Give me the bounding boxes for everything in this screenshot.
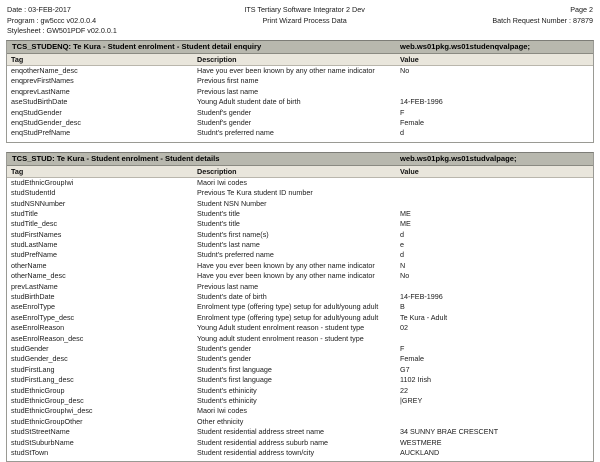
cell-description: Student's ethinicity xyxy=(197,395,257,405)
cell-value: No xyxy=(400,66,410,75)
cell-description: Student's last name xyxy=(197,240,260,250)
table-row xyxy=(7,417,593,427)
cell-value: 22 xyxy=(400,385,408,395)
cell-value: No xyxy=(400,271,410,281)
cell-value: F xyxy=(400,107,405,117)
cell-value xyxy=(398,417,593,427)
cell-value xyxy=(398,334,593,344)
table-row xyxy=(7,219,593,229)
cell-value xyxy=(398,282,593,292)
table-row xyxy=(7,271,593,281)
cell-description: Studnt's preferred name xyxy=(197,128,274,138)
cell-tag: studNSNNumber xyxy=(11,198,66,208)
cell-tag: studGender_desc xyxy=(11,354,68,364)
column-header-description: Description xyxy=(197,55,237,64)
cell-description: Student's date of birth xyxy=(197,292,267,302)
cell-tag: aseEnrolType_desc xyxy=(11,312,75,322)
cell-tag: studTitle_desc xyxy=(11,219,58,229)
section-rows xyxy=(7,178,593,459)
section-rows xyxy=(7,66,593,139)
table-row xyxy=(7,292,593,302)
cell-tag: studEthnicGroup xyxy=(11,385,65,395)
cell-value: e xyxy=(400,240,404,250)
table-row xyxy=(7,313,593,323)
table-row xyxy=(7,108,593,118)
cell-tag: aseEnrolReason xyxy=(11,323,65,333)
cell-description: Studenf's gender xyxy=(197,107,252,117)
cell-description: Student residential address suburb name xyxy=(197,437,329,447)
batch-request-number: Batch Request Number : 87879 xyxy=(492,15,593,25)
cell-tag: studEthnicGroupIwi xyxy=(11,177,74,187)
cell-description: Studnt's preferred name xyxy=(197,250,274,260)
cell-description: Other ethnicity xyxy=(197,416,244,426)
column-header-value: Value xyxy=(400,55,419,64)
cell-value: d xyxy=(400,128,404,138)
cell-tag: studStSuburbName xyxy=(11,437,74,447)
cell-value: N xyxy=(400,260,406,270)
column-header-tag: Tag xyxy=(11,166,24,176)
cell-description: Student residential address town/city xyxy=(197,447,315,457)
column-header-tag: Tag xyxy=(11,55,24,64)
cell-description: Maori Iwi codes xyxy=(197,406,247,416)
cell-description: Enrolment type (offering type) setup for adult/young adult xyxy=(197,312,379,322)
header-stylesheet: Stylesheet : GW501PDF v02.0.0.1 xyxy=(7,26,117,35)
table-row xyxy=(7,250,593,260)
cell-description: Have you ever been known by any other name indicator xyxy=(197,66,375,75)
table-row xyxy=(7,209,593,219)
table-row xyxy=(7,261,593,271)
cell-tag: aseStudBirthDate xyxy=(11,97,68,107)
cell-value: 14-FEB-1996 xyxy=(400,97,443,107)
cell-description: Previous Te Kura student ID number xyxy=(197,188,313,198)
cell-description: Student's title xyxy=(197,208,240,218)
table-row xyxy=(7,323,593,333)
cell-value xyxy=(398,199,593,209)
cell-description: Student's first language xyxy=(197,364,272,374)
section-footer-spacer xyxy=(7,458,593,461)
table-row xyxy=(7,199,593,209)
section-tcs-studenq xyxy=(6,40,594,143)
cell-tag: enqStudPrefName xyxy=(11,128,71,138)
page-header xyxy=(6,4,594,37)
cell-value: |GREY xyxy=(400,395,423,405)
cell-tag: aseEnrolType xyxy=(11,302,55,312)
cell-description: Student's first language xyxy=(197,375,272,385)
table-row xyxy=(7,128,593,138)
table-row xyxy=(7,188,593,198)
column-header-row xyxy=(7,166,593,178)
cell-value: F xyxy=(400,343,405,353)
cell-tag: studFirstLang_desc xyxy=(11,375,74,385)
cell-value: B xyxy=(400,302,405,312)
cell-tag: studEthnicGroup_desc xyxy=(11,395,84,405)
table-row xyxy=(7,302,593,312)
cell-description: Studenf's gender xyxy=(197,117,252,127)
header-right-block xyxy=(492,5,593,26)
cell-tag: studEthnicGroupIwi_desc xyxy=(11,406,93,416)
cell-description: Have you ever been known by any other name indicator xyxy=(197,260,375,270)
cell-value: WESTMERE xyxy=(400,437,442,447)
table-row xyxy=(7,240,593,250)
table-row xyxy=(7,178,593,188)
table-row xyxy=(7,427,593,437)
header-left-block xyxy=(7,5,117,37)
cell-description: Have you ever been known by any other name indicator xyxy=(197,271,375,281)
section-header-bar xyxy=(7,41,593,54)
table-row xyxy=(7,334,593,344)
table-row xyxy=(7,87,593,97)
cell-tag: enqprevFirstNames xyxy=(11,76,74,86)
cell-description: Student's first name(s) xyxy=(197,229,269,239)
cell-tag: enqprevLastName xyxy=(11,86,70,96)
cell-value: d xyxy=(400,250,404,260)
cell-tag: studFirstNames xyxy=(11,229,62,239)
section-tcs-stud xyxy=(6,152,594,462)
section-header-bar xyxy=(7,153,593,166)
cell-tag: otherName xyxy=(11,260,47,270)
table-row xyxy=(7,396,593,406)
section-package: web.ws01pkg.ws01studvalpage; xyxy=(400,153,517,163)
cell-tag: studTitle xyxy=(11,208,38,218)
column-header-value: Value xyxy=(400,166,419,176)
header-center-block xyxy=(117,5,492,26)
table-row xyxy=(7,344,593,354)
cell-value: 14-FEB-1996 xyxy=(400,292,443,302)
cell-value: ME xyxy=(400,219,411,229)
table-row xyxy=(7,97,593,107)
application-title: ITS Tertiary Software Integrator 2 Dev xyxy=(244,5,365,14)
cell-description: Student's title xyxy=(197,219,240,229)
cell-tag: enqStudGender xyxy=(11,107,62,117)
table-row xyxy=(7,406,593,416)
cell-value: AUCKLAND xyxy=(400,447,440,457)
cell-value: Female xyxy=(400,117,424,127)
table-row xyxy=(7,76,593,86)
table-row xyxy=(7,66,593,76)
cell-description: Student's gender xyxy=(197,354,252,364)
cell-tag: aseEnrolReason_desc xyxy=(11,333,84,343)
cell-value xyxy=(398,178,593,188)
table-row xyxy=(7,375,593,385)
cell-description: Student residential address street name xyxy=(197,427,325,437)
cell-description: Young adult student enrolment reason - student type xyxy=(197,333,364,343)
table-row xyxy=(7,386,593,396)
cell-value: Te Kura - Adult xyxy=(400,312,448,322)
cell-description: Enrolment type (offering type) setup for adult/young adult xyxy=(197,302,379,312)
column-header-row xyxy=(7,54,593,66)
cell-tag: studFirstLang xyxy=(11,364,55,374)
header-program: Program : gw5ccc v02.0.0.4 xyxy=(7,15,97,25)
cell-value: d xyxy=(400,229,404,239)
section-footer-spacer xyxy=(7,139,593,142)
cell-tag: studEthnicGroupOther xyxy=(11,416,83,426)
cell-tag: studStStreetName xyxy=(11,427,70,437)
page-number: Page 2 xyxy=(570,5,593,14)
cell-tag: otherName_desc xyxy=(11,271,66,281)
section-title: TCS_STUDENQ: Te Kura - Student enrolment - Student detail enquiry xyxy=(12,42,262,51)
table-row xyxy=(7,448,593,458)
cell-description: Maori Iwi codes xyxy=(197,177,247,187)
report-title: Print Wizard Process Data xyxy=(262,15,347,25)
cell-description: Student's ethinicity xyxy=(197,385,257,395)
cell-value: 1102 Irish xyxy=(400,375,432,385)
table-row xyxy=(7,282,593,292)
cell-description: Previous last name xyxy=(197,86,259,96)
table-row xyxy=(7,230,593,240)
cell-tag: studGender xyxy=(11,343,49,353)
cell-tag: enqStudGender_desc xyxy=(11,117,81,127)
cell-value xyxy=(398,188,593,198)
cell-tag: studPrefName xyxy=(11,250,57,260)
cell-value xyxy=(398,406,593,416)
cell-value xyxy=(398,76,593,86)
cell-tag: prevLastName xyxy=(11,281,58,291)
table-row xyxy=(7,365,593,375)
cell-description: Student's gender xyxy=(197,343,252,353)
table-row xyxy=(7,118,593,128)
section-title: TCS_STUD: Te Kura - Student enrolment - Student details xyxy=(12,153,220,163)
table-row xyxy=(7,438,593,448)
header-date: Date : 03-FEB-2017 xyxy=(7,5,71,14)
cell-tag: studStudentId xyxy=(11,188,56,198)
cell-tag: studBirthDate xyxy=(11,292,55,302)
cell-description: Previous first name xyxy=(197,76,259,86)
cell-value: Female xyxy=(400,354,424,364)
cell-value xyxy=(398,87,593,97)
cell-description: Young Adult student date of birth xyxy=(197,97,301,107)
section-package: web.ws01pkg.ws01studenqvalpage; xyxy=(400,42,530,51)
column-header-description: Description xyxy=(197,166,237,176)
cell-description: Young Adult student enrolment reason - student type xyxy=(197,323,365,333)
cell-tag: studStTown xyxy=(11,447,49,457)
cell-value: 02 xyxy=(400,323,408,333)
cell-description: Previous last name xyxy=(197,281,259,291)
cell-value: 34 SUNNY BRAE CRESCENT xyxy=(400,427,499,437)
table-row xyxy=(7,354,593,364)
cell-tag: enqotherName_desc xyxy=(11,66,78,75)
cell-value: G7 xyxy=(400,364,410,374)
cell-value: ME xyxy=(400,208,411,218)
cell-tag: studLastName xyxy=(11,240,58,250)
cell-description: Student NSN Number xyxy=(197,198,267,208)
